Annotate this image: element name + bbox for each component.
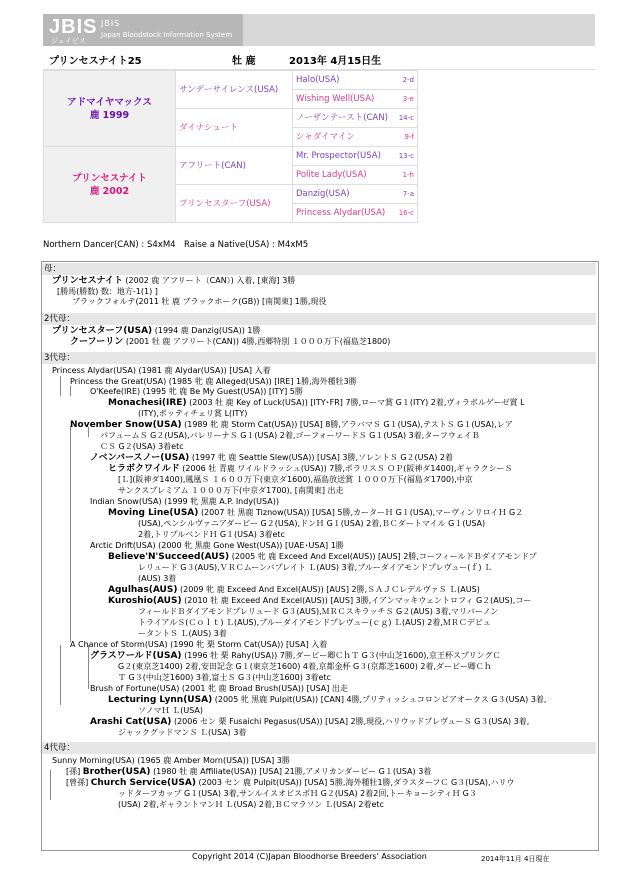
foal-entry[interactable]: O'Keefe(IRE) (1995 牝 鹿 Be My Guest(USA)) [ITY] 5勝 (90, 387, 303, 396)
foal-entry[interactable]: ブラックフォルテ(2011 牡 鹿 ブラックホーク(GB)) [南関東] 1勝,現役 (72, 297, 327, 306)
detail-line: サンクスプレミアム １０００万下(中京ダ1700), [南関東] 出走 (118, 486, 344, 495)
detail-line: フィールドＢダイアモンドプレリュード G３(AUS),ＭＲＣスキラッチＳ G２(AUS) 3着,マリバーノン (138, 607, 499, 616)
tree-line (70, 386, 71, 396)
horse-detail: (2007 牡 黒鹿 Tiznow(USA)) [USA] 5勝,カーターＨ G１(USA),マーヴィンリロイＨ G２ (200, 508, 524, 517)
detail-line: 2着,トリプルベンドＨ G１(USA) 3着etc (138, 530, 285, 539)
dss-cell[interactable] (293, 147, 418, 166)
dam-info: 鹿 2002 (89, 185, 130, 197)
horse-detail: (2010 牡 鹿 Exceed And Excel(AUS)) [AUS] 3勝,イアンマッキウェントロフィ G２(AUS),コー (184, 596, 532, 605)
horse-detail: (1996 牡 栗 Rahy(USA)) 7勝,ダービー卿ＣｈＴ G３(中山芝1600),京王杯スプリングＣ (184, 651, 501, 660)
horse-detail: (1989 牝 鹿 Storm Cat(USA)) [USA] 8勝,アラバマＳ G１(USA),テストＳ G１(USA),レア (184, 420, 513, 429)
detail-line: パフュームＳ G２(USA),バレリーナＳ G１(USA) 2着,ゴーフォーワードＳ G１(USA) 3着,ターフウェイＢ (100, 431, 480, 440)
foal-entry[interactable] (108, 585, 480, 595)
tree-line (88, 645, 89, 689)
jbis-logo[interactable] (43, 14, 243, 46)
relation-tag: [孫] (66, 767, 81, 776)
ancestor-name: シャダイマイン (296, 132, 355, 142)
ds-cell[interactable]: アフリート(CAN) (176, 147, 293, 185)
foal-entry[interactable]: A Chance of Storm(USA) (1990 牝 栗 Storm Cat(USA)) [USA] 入着 (70, 640, 328, 649)
horse-link[interactable]: Moving Line(USA) (108, 508, 199, 518)
second-dam-entry[interactable] (52, 326, 260, 336)
foal-entry[interactable]: Arctic Drift(USA) (2000 牝 黒鹿 Gone West(USA)) [UAE･USA] 1勝 (90, 541, 344, 550)
tree-line (50, 770, 51, 800)
third-dam-entry[interactable]: Princess Alydar(USA) (1981 鹿 Alydar(USA)) [USA] 入着 (52, 366, 271, 375)
family-number: 7-a (402, 190, 414, 198)
copyright: Copyright 2014 (C)Japan Bloodhorse Breeders' Association (192, 852, 427, 861)
horse-detail: (1997 牝 鹿 Seattle Slew(USA)) [USA] 3勝,ソレントＳ G２(USA) 2着 (191, 453, 453, 462)
dsd-cell[interactable] (293, 166, 418, 185)
winners-count: [勝馬(勝数) 数：地方-1(1) ] (57, 287, 158, 296)
foal-entry[interactable] (90, 453, 453, 463)
relation-tag: [曾孫] (66, 778, 89, 787)
horse-detail: (1994 鹿 Danzig(USA)) 1勝 (154, 326, 261, 335)
pedigree-table (43, 70, 418, 223)
horse-link[interactable]: Arashi Cat(USA) (90, 717, 172, 727)
ancestor-name: Princess Alydar(USA) (296, 208, 386, 218)
horse-name: プリンセスナイト25 (49, 56, 142, 67)
detail-line: Ｔ G３(中山芝1600) 3着,富士Ｓ G３(中山芝1600) 3着etc (118, 673, 331, 682)
horse-birthdate: 2013年 4月15日生 (289, 56, 382, 67)
inbreeding-crosses: Northern Dancer(CAN) : S4xM4 Raise a Native(USA) : M4xM5 (43, 240, 309, 250)
horse-link[interactable]: Kuroshio(AUS) (108, 596, 182, 606)
horse-detail: (2005 牝 黒鹿 Pulpit(USA)) [CAN] 4勝,プリティッシュコロンビアオークス G３(USA) 3着, (214, 695, 547, 704)
family-number: 14-c (398, 114, 414, 122)
foal-entry[interactable] (70, 337, 390, 347)
foal-entry[interactable] (108, 398, 525, 408)
foal-entry[interactable] (108, 695, 546, 705)
horse-link[interactable]: クーフーリン (70, 337, 124, 347)
tree-line (60, 645, 61, 705)
horse-detail: (2009 牝 鹿 Exceed And Excel(AUS)) [AUS] 2勝,ＳＡＪＣレデルヴァＳ Ｌ(AUS) (180, 585, 480, 594)
horse-detail: (2006 セン 栗 Fusaichi Pegasus(USA)) [USA] 2勝,現役,ハリウッドプレヴューＳ G３(USA) 3着, (173, 717, 530, 726)
horse-detail: (2002 鹿 アフリート（CAN）) 入着, [東海] 3勝 (125, 276, 296, 285)
detail-line: ジャックグッドマンＳ Ｌ(USA) 3着 (118, 728, 247, 737)
detail-line: レリュード G３(AUS),ＶＲＣムーンバプレイト Ｌ(AUS) 3着,ブルーダイアモンドプレヴュー(ｆ) Ｌ (138, 563, 493, 572)
foal-entry[interactable] (108, 464, 512, 474)
foal-entry[interactable]: Brush of Fortune(USA) (2001 牝 鹿 Broad Brush(USA)) [USA] 出走 (90, 684, 348, 693)
ssd-cell[interactable] (293, 90, 418, 109)
detail-line: (ITY),ポッティチェリ賞 L(ITY) (138, 409, 248, 418)
horse-link[interactable]: ヒラボクワイルド (108, 464, 180, 474)
foal-entry[interactable] (108, 552, 537, 562)
sire-name: アドマイヤマックス (67, 96, 152, 108)
detail-line: ＣＳ G２(USA) 3着etc (100, 442, 184, 451)
foal-entry[interactable] (108, 508, 523, 518)
family-number: 9-f (404, 133, 414, 141)
ancestor-name: Mr. Prospector(USA) (296, 151, 381, 161)
detail-line: G２(東京芝1400) 2着,安田記念 G１(東京芝1600) 4着,京都金杯 G３(京都芝1600) 2着,ダービー卿Ｃｈ (118, 662, 492, 671)
section-3rd-dam: 3代母： (42, 352, 596, 364)
ancestor-name: Polite Lady(USA) (296, 170, 367, 180)
family-number: 3-e (402, 95, 414, 103)
title-bar (43, 47, 595, 70)
family-number: 2-d (402, 76, 414, 84)
horse-link[interactable]: Church Service(USA) (90, 778, 196, 788)
foal-entry[interactable] (90, 717, 529, 727)
horse-link[interactable]: プリンセスナイト (52, 276, 123, 286)
horse-detail: (2003 牡 鹿 Key of Luck(USA)) [ITY･FR] 7勝,ローマ賞 G１(ITY) 2着,ヴィラボルゲーゼ賞 L (189, 398, 525, 407)
ancestor-name: Danzig(USA) (296, 189, 350, 199)
horse-link[interactable]: ノベンバースノー(USA) (90, 453, 190, 463)
sds-cell[interactable] (293, 109, 418, 128)
family-number: 16-c (398, 209, 414, 217)
foal-entry[interactable] (108, 596, 531, 606)
foal-entry[interactable]: Princess the Great(USA) (1985 牝 鹿 Alleged(USA)) [IRE] 1勝,海外種牡3勝 (70, 377, 357, 386)
horse-detail: (2006 牡 青鹿 ワイルドラッシュ(USA)) 7勝,ポラリスＳ ＯＰ(阪神ダ1400),ギャラクシーＳ (182, 464, 513, 473)
detail-line: ッドターフカップ G１(USA) 3着,サンルイスオビスポＨ G２(USA) 2着2回,トーキョーシティＨ G３ (118, 789, 477, 798)
horse-link[interactable]: グラスワールド(USA) (90, 651, 182, 661)
tree-line (70, 426, 71, 642)
logo-mark: JBIS (49, 16, 98, 38)
family-number: 1-h (402, 171, 414, 179)
horse-link[interactable]: Brother(USA) (82, 767, 151, 777)
sss-cell[interactable] (293, 71, 418, 90)
foal-entry[interactable] (90, 651, 500, 661)
dam-name: プリンセスナイト (72, 172, 147, 184)
horse-detail: (1980 牡 鹿 Affiliate(USA)) [USA] 21勝,アメリカンダービー G１(USA) 3着 (153, 767, 432, 776)
detail-line: [Ｌ](阪神ダ1400),鳳凰Ｓ １６００万下(東京ダ1600),福島放送賞 １０００万下(福島ダ1700),中京 (118, 475, 473, 484)
section-4th-dam: 4代母： (42, 742, 596, 754)
great-grandchild-entry[interactable] (66, 778, 515, 788)
sire-info: 鹿 1999 (89, 109, 130, 121)
logo-mark-sub: ジェイビス (51, 37, 86, 45)
horse-link[interactable]: Agulhas(AUS) (108, 585, 178, 595)
dam-entry[interactable] (52, 276, 295, 286)
ancestor-name: ノーザンテースト(CAN) (296, 113, 388, 123)
section-dam: 母： (42, 263, 596, 275)
dd-cell[interactable]: プリンセスターフ(USA) (176, 185, 293, 223)
header-banner (243, 14, 595, 46)
horse-detail: (2003 セン 鹿 Pulpit(USA)) [USA] 5勝,海外種牡1勝,ダラスターフＣ G３(USA),ハリウ (198, 778, 515, 787)
sdd-cell[interactable] (293, 128, 418, 147)
horse-sex: 牡 鹿 (232, 56, 256, 67)
horse-detail: (2001 牡 鹿 アフリート(CAN)) 4勝,西郷特別 １０００万下(福島芝1800) (125, 337, 391, 346)
as-of-date: 2014年11月 4日現在 (481, 855, 550, 863)
foal-entry[interactable]: Indian Snow(USA) (1999 牝 黒鹿 A.P. Indy(USA)) (90, 497, 279, 506)
logo-line1: JBIS (101, 19, 121, 28)
horse-detail: (2005 牝 鹿 Exceed And Excel(AUS)) [AUS] 2勝,コーフィールドＢダイアモンドプ (231, 552, 537, 561)
horse-link[interactable]: プリンセスターフ(USA) (52, 326, 153, 336)
logo-line2: Japan Bloodstock Information System (101, 31, 233, 39)
dds-cell[interactable] (293, 185, 418, 204)
ancestor-name: Wishing Well(USA) (296, 94, 375, 104)
sd-cell[interactable]: ダイナシュート (176, 109, 293, 147)
sire-cell[interactable] (44, 71, 176, 147)
foal-entry[interactable] (70, 420, 513, 430)
fourth-dam-entry[interactable]: Sunny Morning(USA) (1965 鹿 Amber Morn(USA)) [USA] 3勝 (52, 756, 290, 765)
detail-line: ソノマＨ Ｌ(USA) (138, 706, 204, 715)
horse-link[interactable]: Believe'N'Succeed(AUS) (108, 552, 230, 562)
ddd-cell[interactable] (293, 204, 418, 223)
detail-line: (AUS) 3着 (138, 574, 177, 583)
detail-line: ータントＳ Ｌ(AUS) 3着 (138, 629, 227, 638)
ss-cell[interactable]: サンデーサイレンス(USA) (176, 71, 293, 109)
horse-link[interactable]: November Snow(USA) (70, 420, 182, 430)
horse-link[interactable]: Lecturing Lynn(USA) (108, 695, 213, 705)
detail-line: (USA) 2着,ギャラントマンＨ Ｌ(USA) 2着,ＢＣマラソン Ｌ(USA) 2着etc (118, 800, 384, 809)
ancestor-name: Halo(USA) (296, 75, 340, 85)
family-number: 13-c (398, 152, 414, 160)
horse-link[interactable]: Monachesi(IRE) (108, 398, 187, 408)
dam-cell[interactable] (44, 147, 176, 223)
section-2nd-dam: 2代母： (42, 313, 596, 325)
detail-line: トライアルＳ(Ｃｏｌｔ) Ｌ(AUS),ブルーダイアモンドプレヴュー(ｃｇ) Ｌ(AUS) 2着,ＭＲＣデビュ (138, 618, 491, 627)
tree-line (60, 376, 61, 396)
grandchild-entry[interactable] (66, 767, 431, 777)
detail-line: (USA),ペンシルヴァニアダービー G２(USA),ドンＨ G１(USA) 2着,ＢＣダートマイル G１(USA) (138, 519, 486, 528)
